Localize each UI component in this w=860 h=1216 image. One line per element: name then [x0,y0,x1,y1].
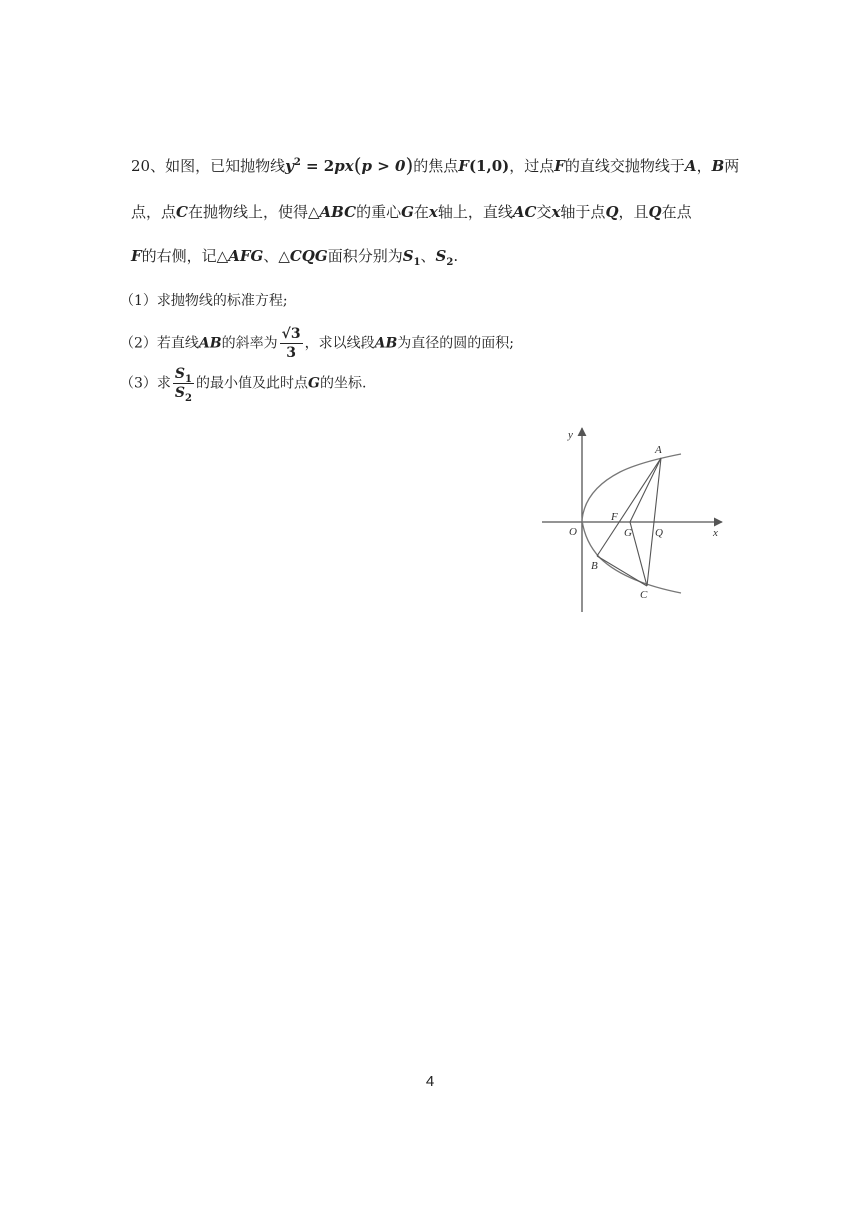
math: CQG [289,247,328,265]
text: （2）若直线 [120,335,199,352]
text: 在点 [661,203,692,221]
math: 2 [185,392,193,404]
math: S [402,247,414,265]
text: ，过点 [509,157,555,175]
problem-number: 20、 [131,157,166,175]
text: ， [696,157,712,175]
math: y [285,157,294,175]
parabola-figure [540,420,730,620]
math: Q [605,203,619,221]
text: 交 [536,203,552,221]
text: 的重心 [356,203,402,221]
math: B [711,157,725,175]
text: 的斜率为 [221,335,278,352]
label-c: C [640,589,648,601]
text: 的坐标. [319,375,367,392]
math: F [554,157,565,175]
math: G [308,375,320,392]
text: ，求以线段 [304,335,375,352]
text: 点，点 [131,203,177,221]
math: px [334,157,354,175]
math: AFG [228,247,264,265]
text: . [453,247,459,265]
math: F [131,247,142,265]
math: S [174,385,186,401]
math: 1 [413,257,421,268]
math: S [435,247,447,265]
math: = 2 [300,157,335,175]
line-ag [630,458,661,522]
question-3 [120,365,366,402]
text: 、△ [263,247,290,265]
math: x [551,203,561,221]
math: 2 [293,157,301,168]
text: 的右侧，记△ [141,247,229,265]
math: C [176,203,188,221]
math: AB [198,335,222,352]
math: S [174,366,186,382]
slope-fraction [280,325,303,362]
label-x: x [713,527,718,539]
text: ，且 [618,203,649,221]
line-bc [597,556,647,586]
text: 面积分别为 [327,247,403,265]
question-1: （1）求抛物线的标准方程; [120,293,288,309]
text: 为直径的圆的面积; [397,335,514,352]
math: F [458,157,469,175]
math: AC [512,203,537,221]
text: 的直线交抛物线于 [564,157,685,175]
problem-line-2 [131,202,692,222]
line-gc [630,522,647,586]
text: 在 [413,203,429,221]
parabola-curve [582,454,681,593]
problem-line-1 [131,155,739,176]
label-f: F [611,511,618,523]
text: 的焦点 [413,157,459,175]
text: 在抛物线上，使得△ [187,203,320,221]
fraction-numerator [173,365,194,384]
fraction-numerator: √3 [281,326,301,342]
text: 的最小值及此时点 [196,375,309,392]
ratio-fraction [173,365,194,402]
label-b: B [591,560,598,572]
math: AB [374,335,398,352]
problem-line-3 [131,246,458,266]
fraction-denominator [173,384,194,402]
label-o: O [569,526,577,538]
question-2 [120,325,514,362]
math: ABC [319,203,357,221]
math: Q [648,203,662,221]
math: ( [353,153,362,177]
text: 两 [724,157,740,175]
text: （3）求 [120,375,171,392]
parabola-diagram [540,420,730,620]
math: x [428,203,438,221]
math: 2 [446,257,454,268]
label-q: Q [655,527,663,539]
page-number: 4 [425,1073,435,1090]
math: A [684,157,697,175]
label-y: y [568,429,573,441]
math: ) [405,153,414,177]
text: 轴于点 [560,203,606,221]
math: 1 [185,373,193,385]
math: p > 0 [361,157,406,175]
text: 轴上，直线 [437,203,513,221]
math: (1,0) [468,157,510,175]
text: 如图，已知抛物线 [165,157,286,175]
text: 、 [420,247,436,265]
label-a: A [655,444,662,456]
fraction-denominator: 3 [286,345,296,361]
math: G [401,203,414,221]
label-g: G [624,527,632,539]
